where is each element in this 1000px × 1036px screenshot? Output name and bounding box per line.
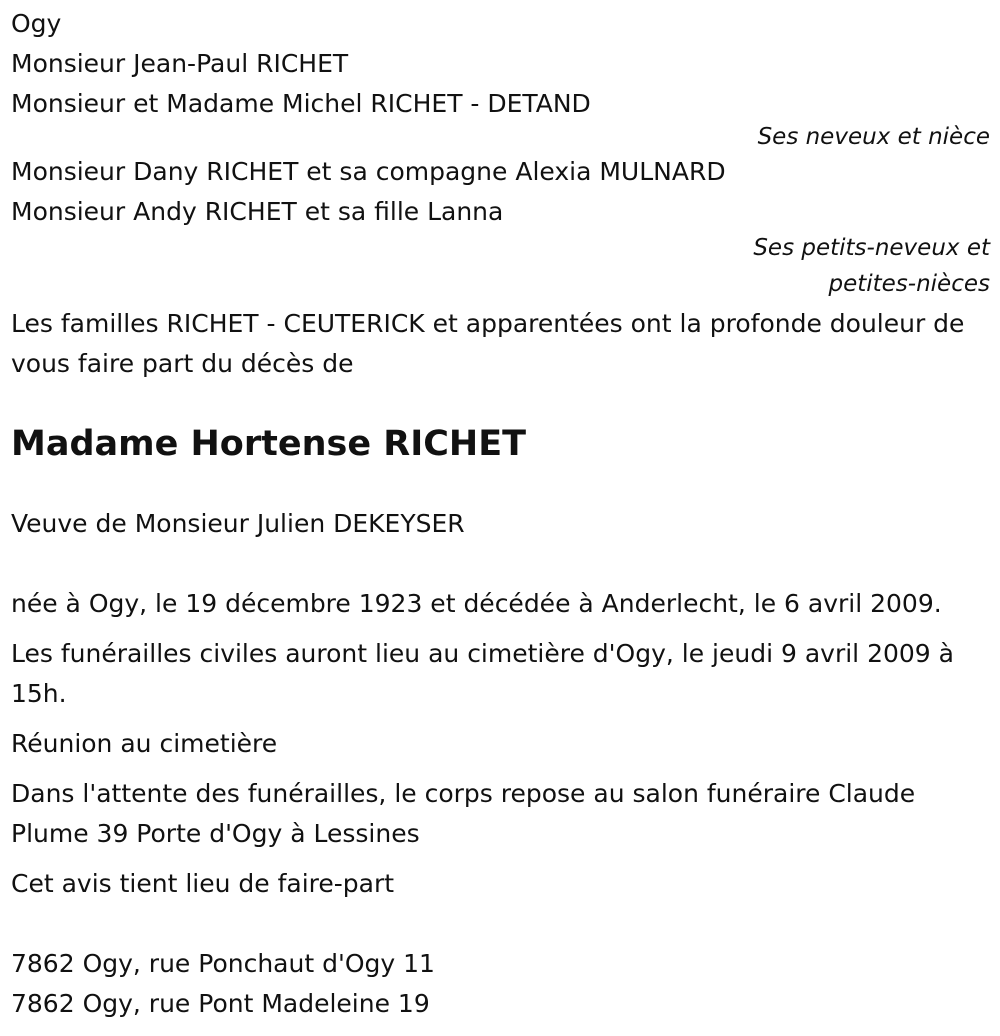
announcement-text: Les familles RICHET - CEUTERICK et apparentées ont la profonde douleur de vous faire part du décès de [11,309,965,378]
meeting-text: Réunion au cimetière [11,729,278,758]
family-member-1: Monsieur Jean-Paul RICHET [11,49,349,78]
family-member-4: Monsieur Andy RICHET et sa fille Lanna [11,197,504,226]
deceased-name: Madame Hortense RICHET [11,424,526,464]
relation-grandnephews-line2: petites-nièces [828,271,990,297]
relation-grandnephews-line1: Ses petits-neveux et [753,235,990,261]
birth-death-text: née à Ogy, le 19 décembre 1923 et décédée à Anderlecht, le 6 avril 2009. [11,589,942,618]
body-rest-text: Dans l'attente des funérailles, le corps repose au salon funéraire Claude Plume 39 Porte d'Ogy à Lessines [11,779,916,848]
family-member-2: Monsieur et Madame Michel RICHET - DETAND [11,89,591,118]
family-member-3: Monsieur Dany RICHET et sa compagne Alexia MULNARD [11,157,726,186]
widow-of-text: Veuve de Monsieur Julien DEKEYSER [11,509,465,538]
obituary-page [0,4,1000,1036]
address-line-2: 7862 Ogy, rue Pont Madeleine 19 [11,989,430,1018]
address-line-1: 7862 Ogy, rue Ponchaut d'Ogy 11 [11,949,435,978]
ogy-line: Ogy [11,9,62,38]
notice-text: Cet avis tient lieu de faire-part [11,869,395,898]
relation-nephews: Ses neveux et nièce [757,124,990,150]
funeral-text: Les funérailles civiles auront lieu au cimetière d'Ogy, le jeudi 9 avril 2009 à 15h. [11,639,954,708]
